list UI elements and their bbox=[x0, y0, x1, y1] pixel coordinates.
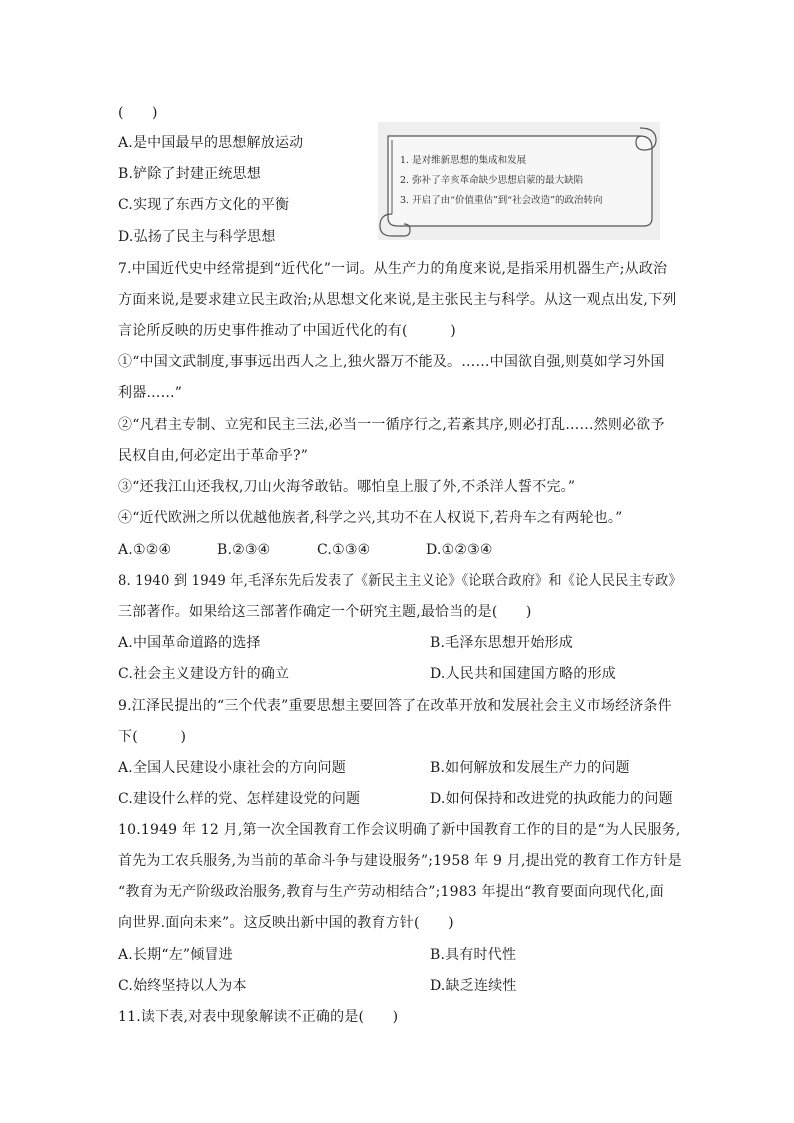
q9-option-d: D.如何保持和改进党的执政能力的问题 bbox=[430, 791, 673, 807]
q7-quote-2a: ②“凡君主专制、立宪和民主三法,必当一一循序行之,若紊其序,则必打乱……然则必欲予 bbox=[118, 417, 665, 433]
q8-option-d: D.人民共和国建国方略的形成 bbox=[430, 666, 616, 682]
q6-option-d: D.弘扬了民主与科学思想 bbox=[118, 229, 276, 245]
scroll-item-2: 2. 弥补了辛亥革命缺少思想启蒙的最大缺陷 bbox=[400, 175, 584, 186]
q8-option-c: C.社会主义建设方针的确立 bbox=[118, 666, 290, 682]
q10-option-b: B.具有时代性 bbox=[430, 947, 517, 963]
q9-option-a: A.全国人民建设小康社会的方向问题 bbox=[118, 760, 346, 776]
q10-stem-line-3: “教育为无产阶级政治服务,教育与生产劳动相结合”;1983 年提出“教育要面向现代化,面 bbox=[118, 884, 664, 900]
q6-stem-tail: ( ) bbox=[118, 105, 158, 121]
q10-stem-line-4: 向世界.面向未来”。这反映出新中国的教育方针( ) bbox=[118, 915, 454, 931]
q10-option-a: A.长期“左”倾冒进 bbox=[118, 947, 233, 963]
q7-quote-2b: 民权自由,何必定出于革命乎?” bbox=[118, 448, 309, 464]
q8-stem-line-1: 8. 1940 到 1949 年,毛泽东先后发表了《新民主主义论》《论联合政府》和《论人民民主专政》 bbox=[118, 573, 682, 589]
q7-option-a: A.①②④ bbox=[118, 542, 172, 558]
scroll-illustration bbox=[378, 122, 660, 240]
q7-option-b: B.②③④ bbox=[217, 542, 271, 558]
q7-quote-1b: 利器……” bbox=[118, 385, 183, 401]
q9-stem-line-2: 下( ) bbox=[118, 729, 187, 745]
q7-option-c: C.①③④ bbox=[317, 542, 371, 558]
q7-stem-line-3: 言论所反映的历史事件推动了中国近代化的有( ) bbox=[118, 323, 456, 339]
q8-option-b: B.毛泽东思想开始形成 bbox=[430, 635, 573, 651]
q10-stem-line-2: 首先为工农兵服务,为当前的革命斗争与建设服务”;1958 年 9 月,提出党的教育工作方针是 bbox=[118, 853, 682, 869]
q9-option-c: C.建设什么样的党、怎样建设党的问题 bbox=[118, 791, 361, 807]
scroll-item-3: 3. 开启了由“价值重估”到“社会改造”的政治转向 bbox=[400, 195, 603, 206]
q7-stem-line-1: 7.中国近代史中经常提到“近代化”一词。从生产力的角度来说,是指采用机器生产;从政治 bbox=[118, 261, 668, 277]
q8-option-a: A.中国革命道路的选择 bbox=[118, 635, 261, 651]
q11-stem: 11.读下表,对表中现象解读不正确的是( ) bbox=[118, 1009, 399, 1025]
q7-quote-1a: ①“中国文武制度,事事远出西人之上,独火器万不能及。……中国欲自强,则莫如学习外国 bbox=[118, 354, 665, 370]
q9-option-b: B.如何解放和发展生产力的问题 bbox=[430, 760, 630, 776]
q10-stem-line-1: 10.1949 年 12 月,第一次全国教育工作会议明确了新中国教育工作的目的是“为人民服务, bbox=[118, 822, 681, 838]
q6-option-b: B.铲除了封建正统思想 bbox=[118, 166, 261, 182]
q9-stem-line-1: 9.江泽民提出的“三个代表”重要思想主要回答了在改革开放和发展社会主义市场经济条件 bbox=[118, 698, 672, 714]
q8-stem-line-2: 三部著作。如果给这三部著作确定一个研究主题,最恰当的是( ) bbox=[118, 604, 532, 620]
q7-option-d: D.①②③④ bbox=[426, 542, 493, 558]
q10-option-c: C.始终坚持以人为本 bbox=[118, 978, 247, 994]
scroll-item-1: 1. 是对维新思想的集成和发展 bbox=[400, 155, 527, 166]
q6-option-a: A.是中国最早的思想解放运动 bbox=[118, 135, 304, 151]
q7-quote-3: ③“还我江山还我权,刀山火海爷敢钻。哪怕皇上服了外,不杀洋人誓不完。” bbox=[118, 479, 576, 495]
q10-option-d: D.缺乏连续性 bbox=[430, 978, 517, 994]
q7-quote-4: ④“近代欧洲之所以优越他族者,科学之兴,其功不在人权说下,若舟车之有两轮也。” bbox=[118, 510, 623, 526]
q6-option-c: C.实现了东西方文化的平衡 bbox=[118, 197, 290, 213]
q7-stem-line-2: 方面来说,是要求建立民主政治;从思想文化来说,是主张民主与科学。从这一观点出发,下列 bbox=[118, 292, 677, 308]
